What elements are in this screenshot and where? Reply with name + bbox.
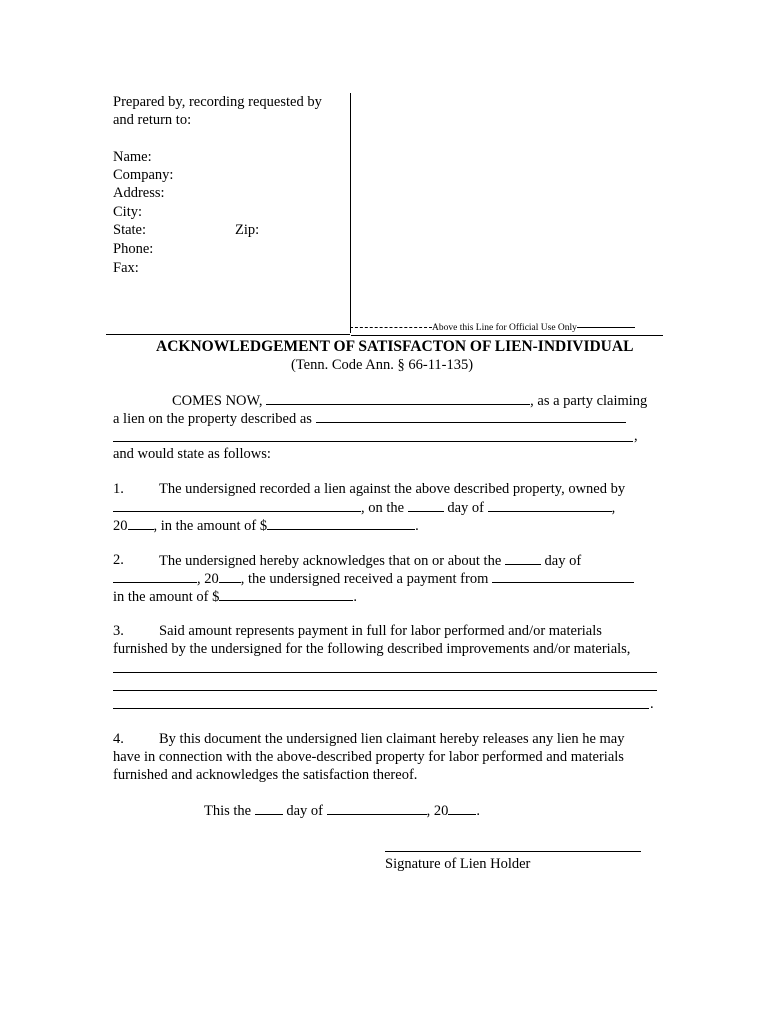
- p1-number: 1.: [113, 481, 124, 497]
- address-label: Address:: [113, 185, 165, 201]
- p4-number: 4.: [113, 731, 124, 747]
- party-claiming-text: , as a party claiming: [530, 393, 648, 409]
- p2-day-of-text: day of: [544, 553, 582, 569]
- p2-received-text: , the undersigned received a payment from: [240, 571, 489, 587]
- p2-period: .: [353, 589, 357, 605]
- p3-text1: Said amount represents payment in full for labor performed and/or materials: [159, 623, 602, 639]
- property-comma: ,: [634, 428, 638, 444]
- property-description-line2[interactable]: [113, 441, 633, 442]
- p2-amount-text: in the amount of $: [113, 589, 220, 605]
- p3-text2: furnished by the undersigned for the following described improvements and/or materials,: [113, 641, 631, 657]
- p2-line2: [113, 570, 634, 588]
- official-use-text: Above this Line for Official Use Only: [432, 323, 577, 333]
- prepared-by-line1: Prepared by, recording requested by: [113, 94, 322, 110]
- closing-day-blank[interactable]: [255, 802, 283, 815]
- document-title: ACKNOWLEDGEMENT OF SATISFACTON OF LIEN-INDIVIDUAL: [156, 338, 634, 355]
- official-use-notice: [350, 323, 635, 333]
- p1-line3: [113, 517, 419, 535]
- intro-line1: [172, 392, 647, 410]
- p1-month-blank[interactable]: [488, 499, 612, 512]
- owner-name-blank[interactable]: [113, 499, 361, 512]
- signature-line[interactable]: [385, 851, 641, 852]
- zip-label: Zip:: [235, 222, 260, 238]
- p2-amount-blank[interactable]: [219, 588, 353, 601]
- p1-line2: [113, 499, 615, 517]
- closing-month-blank[interactable]: [327, 802, 427, 815]
- phone-label: Phone:: [113, 241, 154, 257]
- p4-text3: furnished and acknowledges the satisfaction thereof.: [113, 767, 418, 783]
- claimant-name-blank[interactable]: [266, 392, 530, 405]
- header-horizontal-rule-right: [351, 335, 663, 336]
- this-the-text: This the: [204, 803, 252, 819]
- p1-amount-text: , in the amount of $: [153, 518, 268, 534]
- closing-year-blank[interactable]: [448, 802, 476, 815]
- p2-number: 2.: [113, 552, 124, 568]
- p1-day-blank[interactable]: [408, 499, 444, 512]
- p1-year-prefix: 20: [113, 518, 128, 534]
- p1-period: .: [415, 518, 419, 534]
- intro-line2: [113, 410, 626, 428]
- on-the-text: , on the: [361, 500, 405, 516]
- p2-year-prefix: , 20: [197, 571, 219, 587]
- p2-line1: [159, 552, 581, 570]
- fax-label: Fax:: [113, 260, 139, 276]
- p2-day-blank[interactable]: [505, 552, 541, 565]
- p2-year-blank[interactable]: [219, 570, 241, 583]
- closing-line: [204, 802, 480, 820]
- prepared-by-line2: and return to:: [113, 112, 192, 128]
- p1-comma: ,: [611, 500, 616, 516]
- p3-period: .: [650, 696, 654, 712]
- p1-amount-blank[interactable]: [267, 517, 415, 530]
- city-label: City:: [113, 204, 143, 220]
- name-label: Name:: [113, 149, 152, 165]
- statute-reference: (Tenn. Code Ann. § 66-11-135): [291, 357, 474, 373]
- state-label: State:: [113, 222, 147, 238]
- p2-line3: [113, 588, 357, 606]
- lien-on-text: a lien on the property described as: [113, 411, 312, 427]
- improvements-line2[interactable]: [113, 690, 657, 691]
- p4-text1: By this document the undersigned lien claimant hereby releases any lien he may: [159, 731, 625, 747]
- p2-month-blank[interactable]: [113, 570, 197, 583]
- improvements-line3[interactable]: [113, 708, 649, 709]
- header-vertical-divider: [350, 93, 351, 333]
- closing-period: .: [476, 803, 481, 819]
- property-description-blank[interactable]: [316, 410, 626, 423]
- p1-year-blank[interactable]: [128, 517, 154, 530]
- signature-label: Signature of Lien Holder: [385, 856, 531, 872]
- improvements-line1[interactable]: [113, 672, 657, 673]
- closing-day-of-text: day of: [286, 803, 324, 819]
- payer-name-blank[interactable]: [492, 570, 634, 583]
- p1-day-of-text: day of: [447, 500, 484, 516]
- state-as-follows: and would state as follows:: [113, 446, 271, 462]
- p3-number: 3.: [113, 623, 124, 639]
- company-label: Company:: [113, 167, 174, 183]
- comes-now-text: COMES NOW,: [172, 393, 263, 409]
- header-horizontal-rule-left: [106, 334, 350, 335]
- p2-text1: The undersigned hereby acknowledges that on or about the: [159, 553, 502, 569]
- p1-text1: The undersigned recorded a lien against the above described property, owned by: [159, 481, 626, 497]
- p4-text2: have in connection with the above-described property for labor performed and materials: [113, 749, 624, 765]
- closing-year-prefix: , 20: [426, 803, 449, 819]
